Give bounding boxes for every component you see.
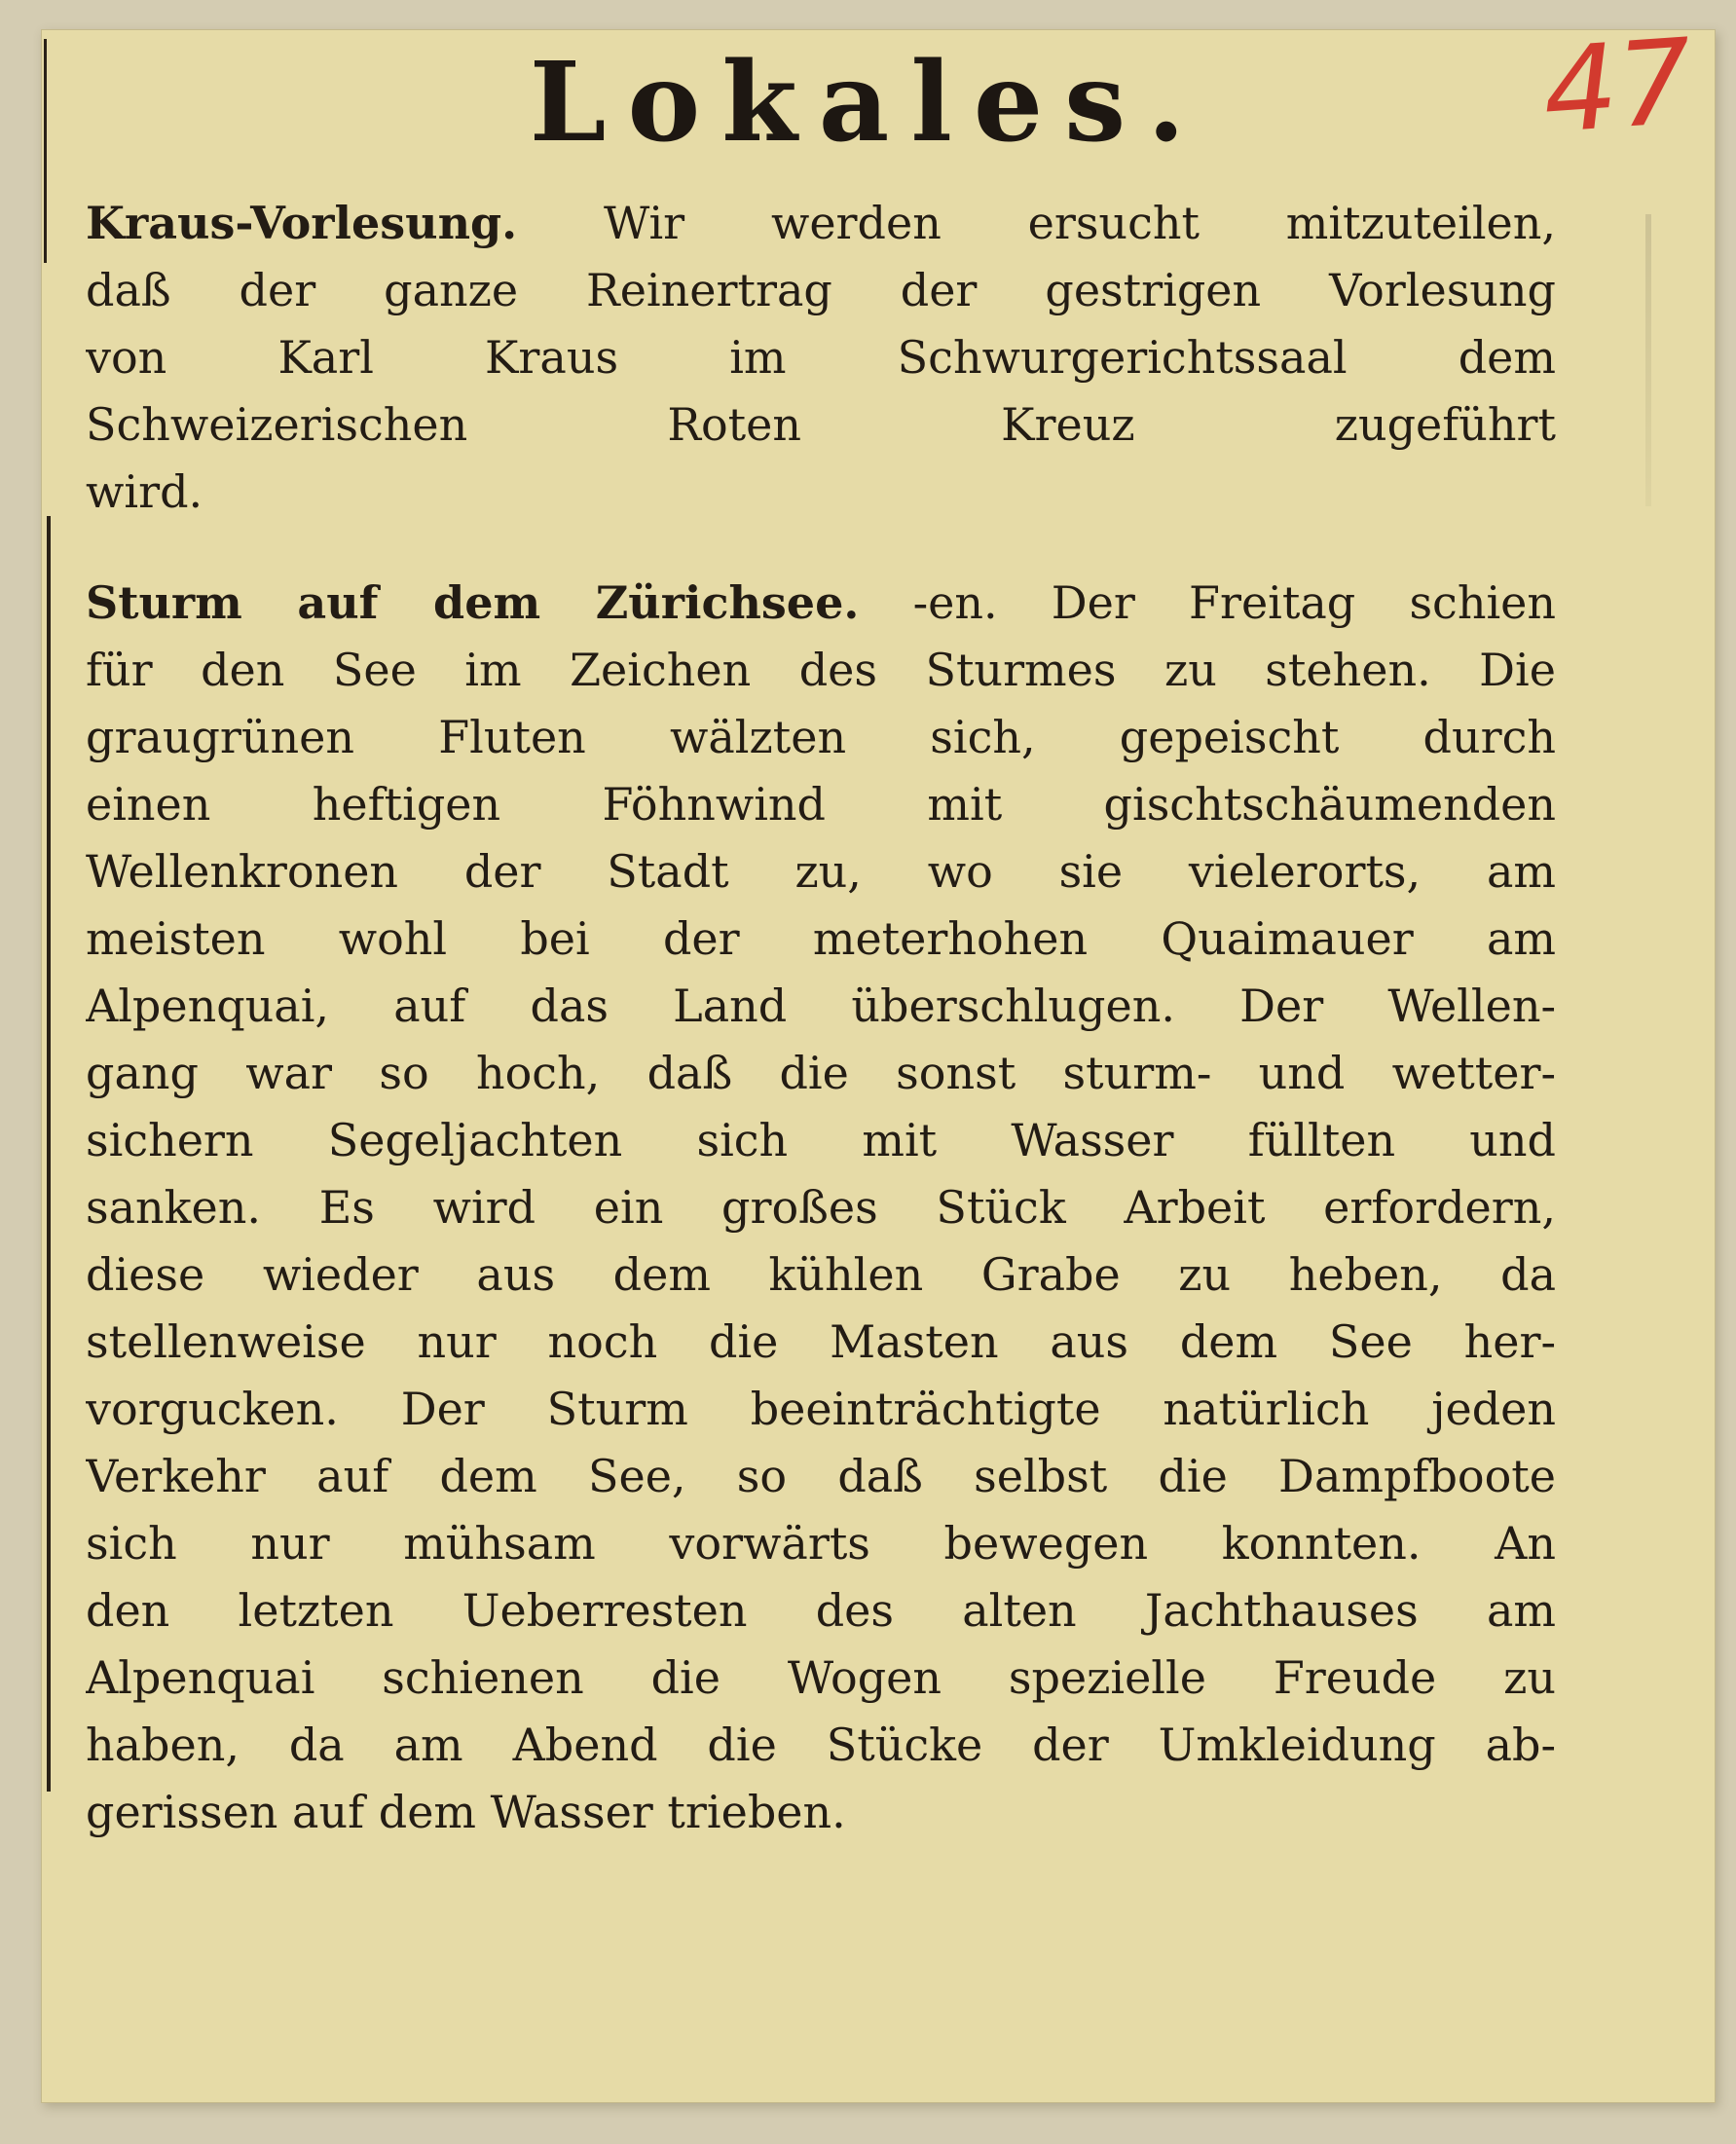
article-line: Kraus-Vorlesung. Wir werden ersucht mitzuteilen, <box>86 197 1556 249</box>
article-line: gerissen auf dem Wasser trieben. <box>86 1786 846 1838</box>
handwritten-page-number: 47 <box>1538 14 1697 161</box>
article-line: stellenweise nur noch die Masten aus dem See her- <box>86 1315 1556 1368</box>
article-line: Wellenkronen der Stadt zu, wo sie vielerorts, am <box>86 845 1556 898</box>
article-line: diese wieder aus dem kühlen Grabe zu heben, da <box>86 1248 1556 1301</box>
article-line: Sturm auf dem Zürichsee. -en. Der Freitag schien <box>86 576 1556 629</box>
article-line: Alpenquai schienen die Wogen spezielle Freude zu <box>86 1651 1556 1704</box>
article-line: gang war so hoch, daß die sonst sturm- und wetter- <box>86 1047 1556 1099</box>
article-line: sichern Segeljachten sich mit Wasser füllten und <box>86 1114 1556 1166</box>
article-line: wird. <box>86 465 203 518</box>
paper-stain <box>1645 214 1651 506</box>
article-sturm-zuerichsee <box>86 570 1556 1846</box>
margin-rule <box>47 516 51 1792</box>
article-line: meisten wohl bei der meterhohen Quaimauer am <box>86 912 1556 965</box>
article-line: Verkehr auf dem See, so daß selbst die Dampfboote <box>86 1450 1556 1502</box>
article-line: vorgucken. Der Sturm beeinträchtigte natürlich jeden <box>86 1383 1556 1435</box>
article-line: sich nur mühsam vorwärts bewegen konnten. An <box>86 1517 1556 1570</box>
article-line: graugrünen Fluten wälzten sich, gepeischt durch <box>86 711 1556 763</box>
article-line: haben, da am Abend die Stücke der Umkleidung ab- <box>86 1719 1556 1771</box>
article-line: den letzten Ueberresten des alten Jachthauses am <box>86 1584 1556 1637</box>
article-line: sanken. Es wird ein großes Stück Arbeit erfordern, <box>86 1181 1556 1234</box>
article-line: Alpenquai, auf das Land überschlugen. Der Wellen- <box>86 980 1556 1032</box>
section-heading: Lokales. <box>529 39 1207 166</box>
article-kraus-vorlesung <box>86 190 1556 526</box>
article-lead: Kraus-Vorlesung. <box>86 197 518 249</box>
article-line: von Karl Kraus im Schwurgerichtssaal dem <box>86 331 1556 384</box>
article-line: Schweizerischen Roten Kreuz zugeführt <box>86 398 1556 451</box>
article-line: einen heftigen Föhnwind mit gischtschäumenden <box>86 778 1556 831</box>
article-lead: Sturm auf dem Zürichsee. <box>86 576 860 629</box>
article-line: für den See im Zeichen des Sturmes zu stehen. Die <box>86 644 1556 696</box>
article-line: daß der ganze Reinertrag der gestrigen Vorlesung <box>86 264 1556 316</box>
